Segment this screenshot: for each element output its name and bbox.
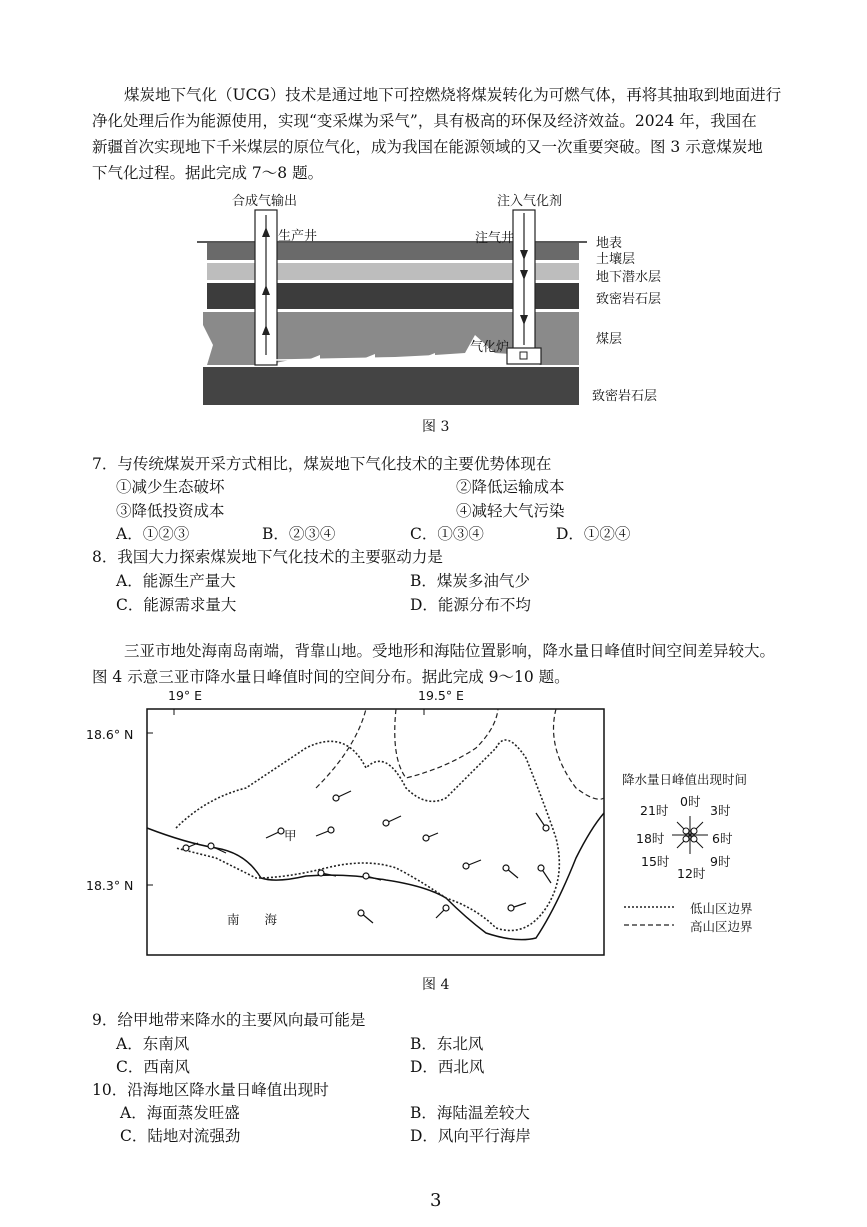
label-injection-well: 注气井 <box>475 231 515 246</box>
place-jia: 甲 <box>284 828 297 843</box>
q8-option-a: A．能源生产量大 <box>116 572 236 590</box>
legend-high-mountain: 高山区边界 <box>690 919 753 934</box>
q8-option-b: B．煤炭多油气少 <box>410 572 530 590</box>
page-number: 3 <box>430 1190 442 1211</box>
q10-option-a: A．海面蒸发旺盛 <box>120 1104 240 1122</box>
legend-low-mountain: 低山区边界 <box>690 901 753 916</box>
legend-lines <box>622 900 682 930</box>
q7-statement-4: ④减轻大气污染 <box>456 502 565 520</box>
q9-stem: 9．给甲地带来降水的主要风向最可能是 <box>92 1011 366 1029</box>
dense-rock-bottom-layer <box>203 367 579 405</box>
q8-option-c: C．能源需求量大 <box>116 596 237 614</box>
legend-12h: 12时 <box>677 866 706 881</box>
lon-19e: 19° E <box>168 688 203 703</box>
figure-3-caption: 图 3 <box>422 419 450 435</box>
passage-2-line-1: 三亚市地处海南岛南端，背靠山地。受地形和海陆位置影响，降水量日峰值时间空间差异较大。 <box>124 642 776 660</box>
q9-option-c: C．西南风 <box>116 1058 190 1076</box>
ucg-diagram <box>195 205 595 410</box>
q9-option-a: A．东南风 <box>116 1035 190 1053</box>
label-surface: 地表 <box>596 236 623 251</box>
legend-3h: 3时 <box>710 803 731 818</box>
passage-1-line-3: 新疆首次实现地下千米煤层的原位气化，成为我国在能源领域的又一次重要突破。图 3 示意煤炭地 <box>92 138 763 156</box>
label-soil: 土壤层 <box>596 252 636 267</box>
q9-option-b: B．东北风 <box>410 1035 484 1053</box>
legend-rose <box>670 810 710 860</box>
gasifier-furnace <box>507 348 541 364</box>
legend-title: 降水量日峰值出现时间 <box>622 772 748 787</box>
q7-statement-1: ①减少生态破坏 <box>116 478 225 496</box>
q8-option-d: D．能源分布不均 <box>410 596 531 614</box>
label-groundwater: 地下潜水层 <box>596 270 662 285</box>
figure-4-caption: 图 4 <box>422 977 450 993</box>
q7-statement-2: ②降低运输成本 <box>456 478 565 496</box>
lat-18-6n: 18.6° N <box>86 727 134 742</box>
passage-2 <box>92 638 782 690</box>
label-dense-rock-bottom: 致密岩石层 <box>592 389 658 404</box>
legend-0h: 0时 <box>680 794 701 809</box>
sanya-map <box>146 708 606 958</box>
legend-15h: 15时 <box>641 854 670 869</box>
label-dense-rock-top: 致密岩石层 <box>596 292 662 307</box>
legend-6h: 6时 <box>712 831 733 846</box>
passage-1-line-1: 煤炭地下气化（UCG）技术是通过地下可控燃烧将煤炭转化为可燃气体，再将其抽取到地面进行 <box>124 86 782 104</box>
legend-21h: 21时 <box>640 803 669 818</box>
q7-option-c: C．①③④ <box>410 525 484 543</box>
q7-option-d: D．①②④ <box>556 525 631 543</box>
label-coal: 煤层 <box>596 332 623 347</box>
passage-1-line-2: 净化处理后作为能源使用，实现“变采煤为采气”，具有极高的环保及经济效益。2024 年，我国在 <box>92 112 757 130</box>
passage-1-line-4: 下气化过程。据此完成 7～8 题。 <box>92 164 324 182</box>
label-output: 合成气输出 <box>232 194 298 209</box>
q10-option-c: C．陆地对流强劲 <box>120 1127 241 1145</box>
map-frame <box>147 709 604 955</box>
sea-label: 南 海 <box>227 912 278 927</box>
legend-9h: 9时 <box>710 854 731 869</box>
q7-option-a: A．①②③ <box>116 525 190 543</box>
label-furnace: 气化炉 <box>470 340 510 355</box>
lon-19-5e: 19.5° E <box>418 688 464 703</box>
passage-1 <box>92 82 782 186</box>
label-inject: 注入气化剂 <box>497 194 563 209</box>
label-production-well: 生产井 <box>278 229 318 244</box>
q8-stem: 8．我国大力探索煤炭地下气化技术的主要驱动力是 <box>92 548 443 566</box>
q7-statement-3: ③降低投资成本 <box>116 502 225 520</box>
q7-stem: 7．与传统煤炭开采方式相比，煤炭地下气化技术的主要优势体现在 <box>92 455 552 473</box>
passage-2-line-2: 图 4 示意三亚市降水量日峰值时间的空间分布。据此完成 9～10 题。 <box>92 668 570 686</box>
q9-option-d: D．西北风 <box>410 1058 485 1076</box>
q7-option-b: B．②③④ <box>262 525 336 543</box>
q10-stem: 10．沿海地区降水量日峰值出现时 <box>92 1081 329 1099</box>
lat-18-3n: 18.3° N <box>86 878 134 893</box>
q10-option-b: B．海陆温差较大 <box>410 1104 530 1122</box>
q10-option-d: D．风向平行海岸 <box>410 1127 531 1145</box>
legend-18h: 18时 <box>636 831 665 846</box>
